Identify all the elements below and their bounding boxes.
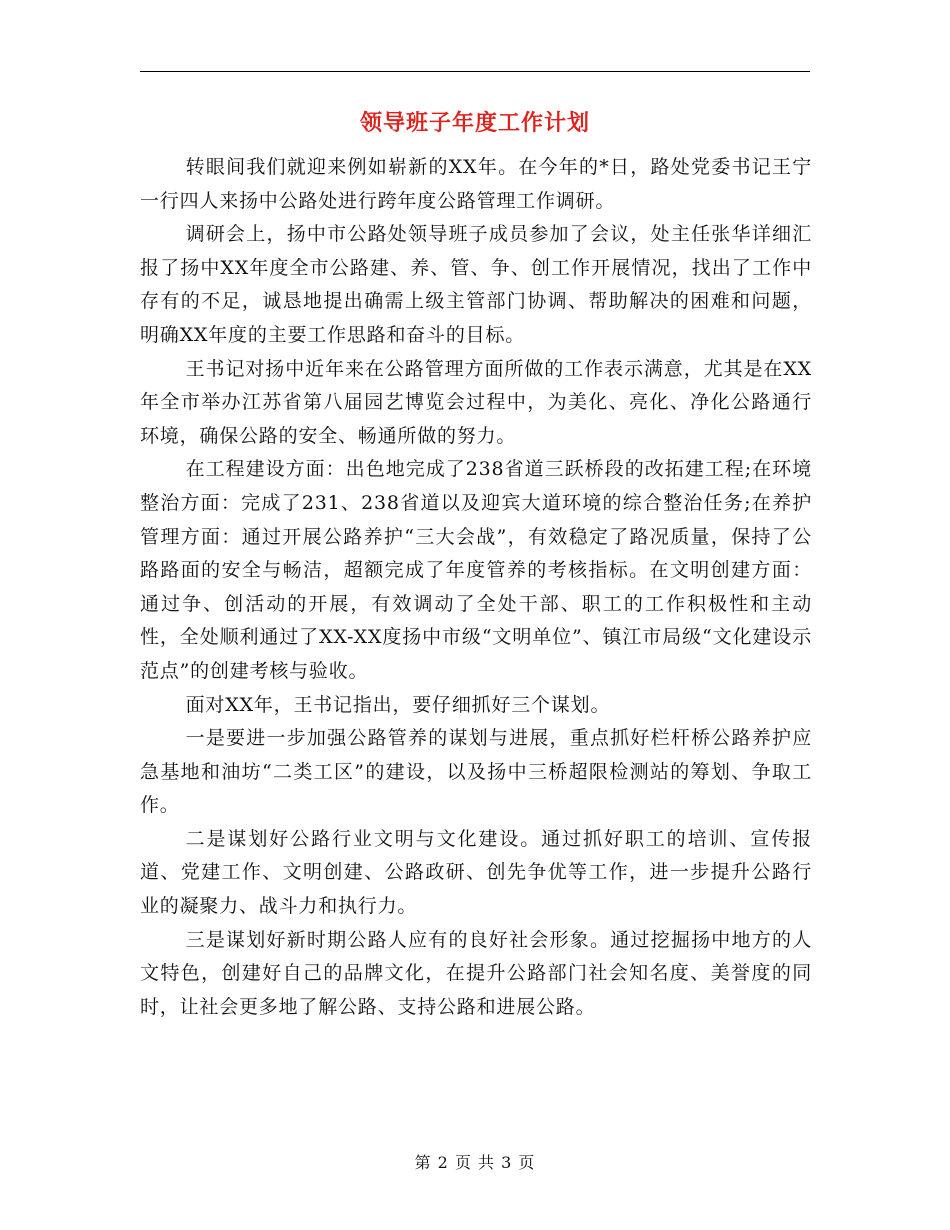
paragraph-6: 一是要进一步加强公路管养的谋划与进展，重点抓好栏杆桥公路养护应急基地和油坊“二类工区”的建设，以及扬中三桥超限检测站的筹划、争取工作。 (140, 727, 812, 817)
header-rule (140, 71, 810, 72)
paragraph-2: 调研会上，扬中市公路处领导班子成员参加了会议，处主任张华详细汇报了扬中XX年度全市公路建、养、管、争、创工作开展情况，找出了工作中存有的不足，诚恳地提出确需上级主管部门协调、帮助解决的困难和问题，明确XX年度的主要工作思路和奋斗的目标。 (140, 223, 812, 346)
document-body (140, 151, 812, 1024)
paragraph-5: 面对XX年，王书记指出，要仔细抓好三个谋划。 (185, 693, 611, 716)
document-title: 领导班子年度工作计划 (359, 111, 590, 136)
paragraph-1: 转眼间我们就迎来例如崭新的XX年。在今年的*日，路处党委书记王宁一行四人来扬中公路处进行跨年度公路管理工作调研。 (140, 156, 812, 212)
paragraph-7: 二是谋划好公路行业文明与文化建设。通过抓好职工的培训、宣传报道、党建工作、文明创建、公路政研、创先争优等工作，进一步提升公路行业的凝聚力、战斗力和执行力。 (140, 827, 812, 918)
page-footer: 第 2 页 共 3 页 (414, 1153, 536, 1172)
paragraph-8: 三是谋划好新时期公路人应有的良好社会形象。通过挖掘扬中地方的人文特色，创建好自己的品牌文化，在提升公路部门社会知名度、美誉度的同时，让社会更多地了解公路、支持公路和进展公路。 (140, 928, 812, 1018)
paragraph-3: 王书记对扬中近年来在公路管理方面所做的工作表示满意，尤其是在XX年全市举办江苏省第八届园艺博览会过程中，为美化、亮化、净化公路通行环境，确保公路的安全、畅通所做的努力。 (140, 357, 812, 447)
paragraph-4: 在工程建设方面：出色地完成了238省道三跃桥段的改拓建工程;在环境整治方面：完成了231、238省道以及迎宾大道环境的综合整治任务;在养护管理方面：通过开展公路养护“三大会战”，有效稳定了路况质量，保持了公路路面的安全与畅洁，超额完成了年度管养的考核指标。在文明创建方面：通过争、创活动的开展，有效调动了全处干部、职工的工作积极性和主动性，全处顺利通过了XX-XX度扬中市级“文明单位”、镇江市局级“文化建设示范点”的创建考核与验收。 (140, 458, 812, 682)
